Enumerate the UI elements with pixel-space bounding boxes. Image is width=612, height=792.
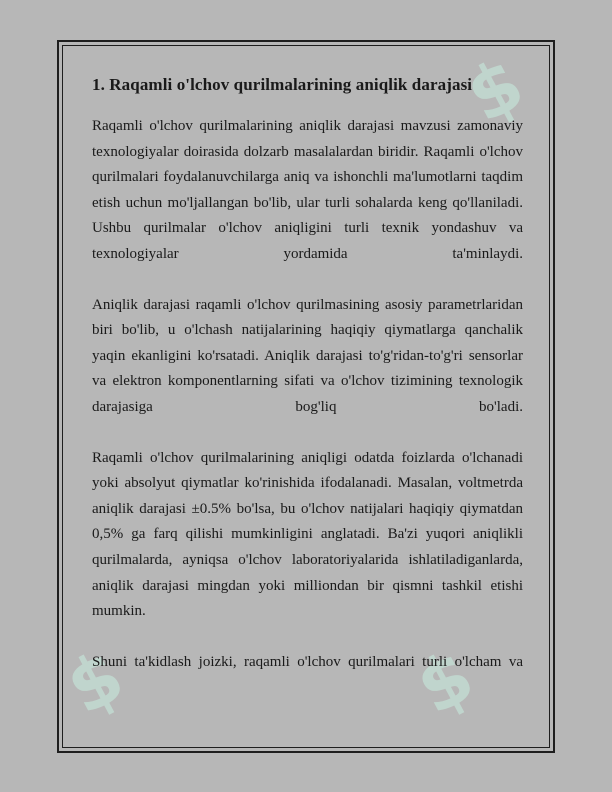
paragraph: Aniqlik darajasi raqamli o'lchov qurilmasining asosiy parametrlaridan biri bo'lib, u o'lchash natijalarining haqiqiy qiymatlarga qanchalik yaqin ekanligini ko'rsatadi. Aniqlik darajasi to'g'ridan-to'g'ri sensorlar va elektron komponentlarning sifati va o'lchov tizimining texnologik darajasiga bog'liq bo'ladi.	[92, 296, 523, 415]
document-body	[92, 72, 523, 700]
paragraph: Raqamli o'lchov qurilmalarining aniqlik darajasi mavzusi zamonaviy texnologiyalar doirasida dolzarb masalalardan biridir. Raqamli o'lchov qurilmalari foydalanuvchilarga aniq va ishonchli ma'lumotlarni taqdim etish uchun mo'ljallangan bo'lib, ular turli sohalarda keng qo'llaniladi. Ushbu qurilmalar o'lchov aniqligini turli texnik yondashuv va texnologiyalar yordamida ta'minlaydi.	[92, 118, 523, 262]
watermark-logo: $	[453, 41, 537, 139]
watermark-logo: $	[403, 633, 487, 731]
watermark-logo: $	[53, 633, 137, 731]
paragraph: Raqamli o'lchov qurilmalarining aniqligi odatda foizlarda o'lchanadi yoki absolyut qiymatlar ko'rinishida ifodalanadi. Masalan, voltmetrda aniqlik darajasi ±0.5% bo'lsa, bu o'lchov natijalari haqiqiy qiymatdan 0,5% ga farq qilishi mumkinligini anglatadi. Ba'zi yuqori aniqlikli qurilmalarda, ayniqsa o'lchov laboratoriyalarida ishlatiladiganlarda, aniqlik darajasi mingdan yoki milliondan bir qismni tashkil etishi mumkin.	[92, 449, 523, 620]
paragraph: Shuni ta'kidlash joizki, raqamli o'lchov qurilmalari turli o'lcham va	[92, 653, 523, 670]
section-heading: 1. Raqamli o'lchov qurilmalarining aniqlik darajasi	[92, 75, 473, 94]
